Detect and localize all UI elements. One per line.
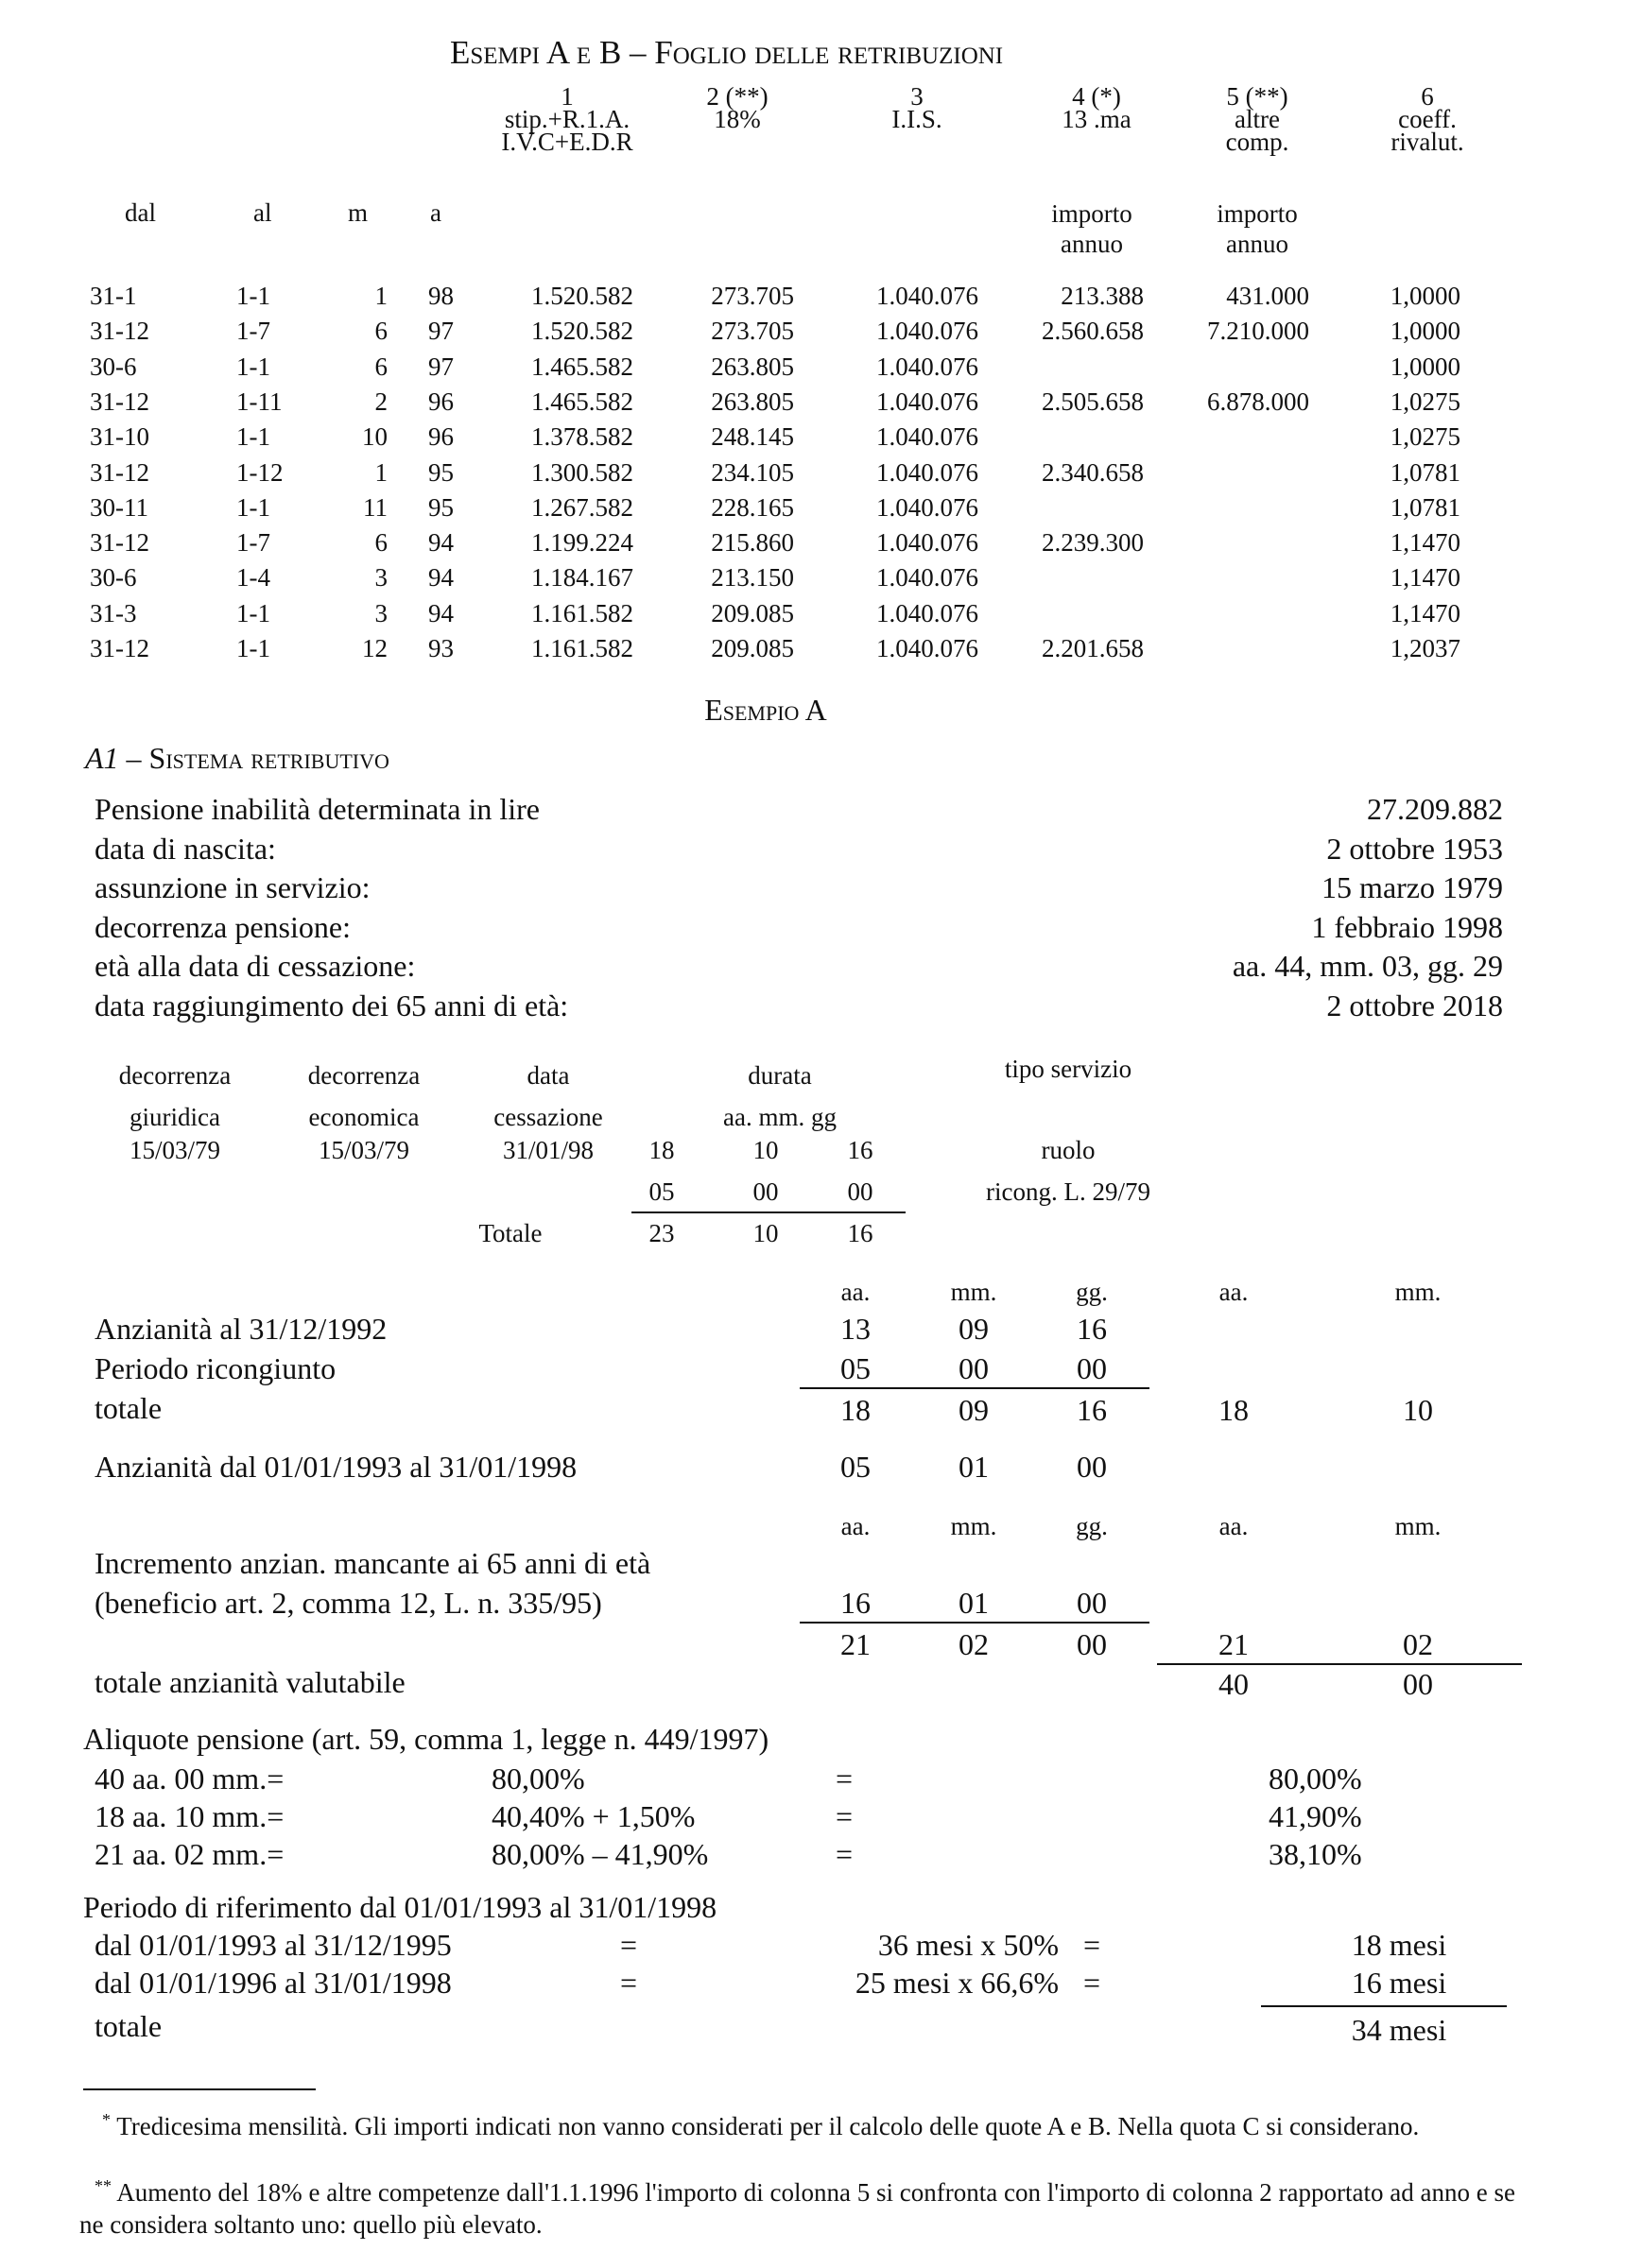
- pay-cell-r2-c8: 2.560.658: [1042, 317, 1144, 346]
- info-value-5: aa. 44, mm. 03, gg. 29: [1232, 949, 1503, 983]
- pay-cell-r11-c3: 12: [362, 634, 388, 662]
- pay-cell-r1-c9: 431.000: [1226, 282, 1309, 310]
- periodo-eq2-1: =: [1083, 1928, 1101, 1962]
- header-a: a: [430, 198, 441, 227]
- unit-mm: mm.: [950, 1278, 997, 1306]
- pay-cell-r9-c5: 1.184.167: [531, 563, 633, 593]
- info-label-3: assunzione in servizio:: [95, 870, 371, 904]
- column-header-1-line: I.V.C+E.D.R: [501, 128, 633, 156]
- unit-mm-2: mm.: [1394, 1278, 1442, 1306]
- column-header-5-line: altre: [1235, 105, 1280, 133]
- info-value-2: 2 ottobre 1953: [1326, 831, 1503, 866]
- incremento-mm: 01: [959, 1586, 989, 1620]
- anzianita-dal93-aa: 05: [840, 1450, 871, 1484]
- pay-cell-r9-c2: 1-4: [236, 563, 270, 593]
- pay-cell-r5-c5: 1.378.582: [531, 422, 633, 452]
- pay-cell-r11-c8: 2.201.658: [1042, 634, 1144, 662]
- pay-cell-r11-c1: 31-12: [90, 634, 149, 662]
- info-label-2: data di nascita:: [95, 831, 276, 866]
- pay-cell-r3-c6: 263.805: [711, 352, 794, 381]
- footnote-2-text: Aumento del 18% e altre competenze dall'1.1.1996 l'importo di colonna 5 si confronta con l'importo di colonna 2 rapportato ad anno e se ne considera soltanto uno: quello più elevato.: [79, 2178, 1515, 2239]
- aliquota-result-3: 38,10%: [1269, 1837, 1362, 1871]
- service-mm: 10: [752, 1136, 779, 1164]
- pay-cell-r2-c2: 1-7: [236, 317, 270, 346]
- pay-cell-r9-c7: 1.040.076: [876, 563, 978, 593]
- sub-header-col5: importo annuo: [1217, 199, 1298, 258]
- service-totale-gg: 16: [847, 1219, 873, 1247]
- pay-cell-r10-c1: 31-3: [90, 598, 137, 627]
- seniority-sum-line-3: [1157, 1663, 1522, 1665]
- pay-cell-r11-c7: 1.040.076: [876, 634, 978, 662]
- periodo-result-1: 18 mesi: [1351, 1928, 1447, 1962]
- pay-cell-r10-c5: 1.161.582: [531, 598, 633, 627]
- pay-cell-r4-c7: 1.040.076: [876, 387, 978, 416]
- aliquota-calc-1: 80,00%: [492, 1761, 585, 1796]
- anzianita-1992-gg: 16: [1077, 1312, 1107, 1346]
- header-durata: durata aa. mm. gg: [723, 1061, 837, 1131]
- service-data-cess: 31/01/98: [502, 1136, 594, 1164]
- seniority-sum-line-1: [800, 1387, 1149, 1389]
- a1-title: – Sistema retributivo: [126, 741, 389, 775]
- pay-cell-r10-c10: 1,1470: [1390, 598, 1460, 627]
- pay-cell-r1-c7: 1.040.076: [876, 282, 978, 310]
- seniority-sum-line-2: [800, 1622, 1149, 1624]
- incremento-label-1: Incremento anzian. mancante ai 65 anni di età: [95, 1546, 651, 1580]
- footnote-1-mark: *: [102, 2110, 111, 2129]
- info-label-5: età alla data di cessazione:: [95, 949, 416, 983]
- sum-aa: 21: [840, 1627, 871, 1661]
- aliquota-eq-3: =: [836, 1837, 854, 1871]
- totale-valutabile-mm: 00: [1403, 1667, 1433, 1701]
- service-aa: 18: [648, 1136, 675, 1164]
- periodo-eq2-2: =: [1083, 1966, 1101, 2000]
- incremento-label-2: (beneficio art. 2, comma 12, L. n. 335/95): [95, 1586, 602, 1620]
- pay-cell-r7-c4: 95: [428, 492, 454, 522]
- aliquota-period-3: 21 aa. 02 mm.=: [95, 1837, 285, 1871]
- pay-cell-r8-c4: 94: [428, 528, 454, 558]
- pay-cell-r11-c6: 209.085: [711, 634, 794, 662]
- service-gg: 16: [847, 1136, 873, 1164]
- footnote-2: [79, 2170, 1516, 2241]
- pay-cell-r2-c4: 97: [428, 317, 454, 346]
- header-dec-econ: decorrenza economica: [307, 1061, 421, 1131]
- pay-cell-r9-c1: 30-6: [90, 563, 137, 593]
- pay-cell-r8-c10: 1,1470: [1390, 528, 1460, 558]
- totale-valutabile-label: totale anzianità valutabile: [95, 1665, 406, 1699]
- header-al: al: [253, 198, 272, 227]
- pay-cell-r7-c1: 30-11: [90, 492, 148, 522]
- pay-cell-r3-c3: 6: [374, 352, 388, 381]
- info-label-6: data raggiungimento dei 65 anni di età:: [95, 988, 569, 1022]
- pay-cell-r1-c10: 1,0000: [1390, 282, 1460, 310]
- service-dec-giur: 15/03/79: [129, 1136, 220, 1164]
- pay-cell-r7-c10: 1,0781: [1390, 492, 1460, 522]
- periodo-eq-2: =: [620, 1966, 638, 2000]
- ricongiunto-aa: 05: [840, 1351, 871, 1385]
- pay-cell-r5-c10: 1,0275: [1390, 422, 1460, 452]
- unit-mm-b: mm.: [950, 1512, 997, 1540]
- unit-aa: aa.: [840, 1278, 871, 1306]
- aliquota-result-1: 80,00%: [1269, 1761, 1362, 1796]
- seniority-totale-gg: 16: [1077, 1393, 1107, 1427]
- anzianita-1992-label: Anzianità al 31/12/1992: [95, 1312, 388, 1346]
- pay-cell-r11-c4: 93: [428, 634, 454, 662]
- pay-cell-r1-c6: 273.705: [711, 282, 794, 310]
- unit-aa-b2: aa.: [1218, 1512, 1249, 1540]
- ricongiunto-gg: 00: [1077, 1351, 1107, 1385]
- pay-sheet-title: Esempi A e B – Foglio delle retribuzioni: [450, 34, 1004, 71]
- column-header-2-line: [643, 130, 832, 153]
- ricongiunto-label: Periodo ricongiunto: [95, 1351, 337, 1385]
- sum-gg: 00: [1077, 1627, 1107, 1661]
- unit-gg: gg.: [1076, 1278, 1108, 1306]
- periodo-title: Periodo di riferimento dal 01/01/1993 al 31/01/1998: [83, 1890, 717, 1924]
- column-header-3-line: [822, 130, 1011, 153]
- periodo-label-2: dal 01/01/1996 al 31/01/1998: [95, 1966, 452, 2000]
- pay-cell-r9-c4: 94: [428, 563, 454, 593]
- periodo-calc-1: 36 mesi x 50%: [877, 1928, 1059, 1962]
- header-m: m: [348, 198, 369, 227]
- info-label-1: Pensione inabilità determinata in lire: [95, 792, 540, 826]
- seniority-totale-label: totale: [95, 1391, 163, 1425]
- service-tipo-ruolo: ruolo: [1041, 1136, 1096, 1164]
- pay-cell-r4-c9: 6.878.000: [1207, 387, 1309, 416]
- header-data-cess: data cessazione: [493, 1061, 603, 1131]
- pay-cell-r8-c3: 6: [374, 528, 388, 558]
- column-header-2-line: 18%: [714, 105, 761, 133]
- pay-cell-r2-c7: 1.040.076: [876, 317, 978, 346]
- pay-cell-r6-c2: 1-12: [236, 457, 284, 487]
- aliquota-calc-2: 40,40% + 1,50%: [492, 1799, 696, 1833]
- pay-cell-r10-c6: 209.085: [711, 598, 794, 627]
- column-header-6-line: 6: [1421, 82, 1434, 111]
- column-header-2-line: 2 (**): [706, 82, 769, 111]
- info-value-6: 2 ottobre 2018: [1326, 988, 1503, 1022]
- pay-cell-r6-c5: 1.300.582: [531, 457, 633, 487]
- pay-cell-r10-c4: 94: [428, 598, 454, 627]
- pay-cell-r7-c3: 11: [363, 492, 388, 522]
- column-header-3-line: I.I.S.: [891, 105, 942, 133]
- pay-cell-r8-c5: 1.199.224: [531, 528, 633, 558]
- periodo-totale-label: totale: [95, 2009, 163, 2043]
- column-header-3-line: 3: [910, 82, 924, 111]
- pay-cell-r4-c4: 96: [428, 387, 454, 416]
- seniority-totale-aa2: 18: [1218, 1393, 1249, 1427]
- service-totale-label: Totale: [478, 1219, 543, 1247]
- service-totale-aa: 23: [648, 1219, 675, 1247]
- anzianita-dal93-mm: 01: [959, 1450, 989, 1484]
- info-value-1: 27.209.882: [1367, 792, 1503, 826]
- pay-cell-r4-c6: 263.805: [711, 387, 794, 416]
- unit-gg-b: gg.: [1076, 1512, 1108, 1540]
- pay-cell-r6-c4: 95: [428, 457, 454, 487]
- column-header-4-line: 13 .ma: [1062, 105, 1131, 133]
- pay-cell-r8-c2: 1-7: [236, 528, 270, 558]
- column-header-6-line: coeff.: [1398, 105, 1457, 133]
- pay-cell-r6-c7: 1.040.076: [876, 457, 978, 487]
- column-header-3: [822, 82, 1011, 153]
- footnote-separator: [83, 2088, 316, 2090]
- pay-cell-r2-c6: 273.705: [711, 317, 794, 346]
- pay-cell-r3-c5: 1.465.582: [531, 352, 633, 381]
- seniority-totale-mm2: 10: [1403, 1393, 1433, 1427]
- pay-cell-r6-c10: 1,0781: [1390, 457, 1460, 487]
- ricongiunto-mm: 00: [959, 1351, 989, 1385]
- pay-cell-r5-c3: 10: [362, 422, 388, 452]
- pay-cell-r4-c5: 1.465.582: [531, 387, 633, 416]
- service-sum-line: [631, 1211, 906, 1213]
- anzianita-dal93-label: Anzianità dal 01/01/1993 al 31/01/1998: [95, 1450, 578, 1484]
- column-header-2: [643, 82, 832, 153]
- pay-cell-r7-c2: 1-1: [236, 492, 270, 522]
- pay-cell-r5-c6: 248.145: [711, 422, 794, 452]
- footnote-1: [79, 2104, 1516, 2142]
- pay-cell-r3-c1: 30-6: [90, 352, 137, 381]
- pay-cell-r11-c2: 1-1: [236, 634, 270, 662]
- pay-cell-r2-c3: 6: [374, 317, 388, 346]
- column-header-5-line: comp.: [1225, 128, 1289, 156]
- esempio-title: Esempio A: [704, 693, 827, 727]
- pay-cell-r1-c5: 1.520.582: [531, 282, 633, 310]
- column-header-1-line: stip.+R.1.A.: [504, 105, 630, 133]
- unit-aa-b: aa.: [840, 1512, 871, 1540]
- footnote-1-text: Tredicesima mensilità. Gli importi indicati non vanno considerati per il calcolo delle quote A e B. Nella quota C si considerano.: [116, 2112, 1420, 2140]
- sub-header-col4: importo annuo: [1051, 199, 1132, 258]
- pay-cell-r2-c1: 31-12: [90, 317, 149, 346]
- pay-cell-r6-c1: 31-12: [90, 457, 149, 487]
- pay-cell-r1-c1: 31-1: [90, 282, 137, 310]
- a1-heading: [85, 741, 389, 776]
- seniority-totale-mm: 09: [959, 1393, 989, 1427]
- pay-cell-r7-c7: 1.040.076: [876, 492, 978, 522]
- pay-cell-r4-c3: 2: [374, 387, 388, 416]
- anzianita-dal93-gg: 00: [1077, 1450, 1107, 1484]
- aliquota-period-1: 40 aa. 00 mm.=: [95, 1761, 285, 1796]
- pay-cell-r11-c5: 1.161.582: [531, 634, 633, 662]
- pay-cell-r9-c10: 1,1470: [1390, 563, 1460, 593]
- pay-cell-r1-c3: 1: [374, 282, 388, 310]
- pay-cell-r4-c10: 1,0275: [1390, 387, 1460, 416]
- periodo-sum-line: [1261, 2005, 1507, 2007]
- pay-cell-r4-c2: 1-11: [236, 387, 283, 416]
- pay-cell-r10-c3: 3: [374, 598, 388, 627]
- pay-cell-r6-c6: 234.105: [711, 457, 794, 487]
- column-header-4-line: 4 (*): [1072, 82, 1121, 111]
- header-dal: dal: [125, 198, 156, 227]
- periodo-totale: 34 mesi: [1351, 2013, 1447, 2047]
- pay-cell-r8-c6: 215.860: [711, 528, 794, 558]
- service2-mm: 00: [752, 1177, 779, 1206]
- periodo-eq-1: =: [620, 1928, 638, 1962]
- pay-cell-r9-c3: 3: [374, 563, 388, 593]
- periodo-label-1: dal 01/01/1993 al 31/12/1995: [95, 1928, 452, 1962]
- service2-gg: 00: [847, 1177, 873, 1206]
- pay-cell-r11-c10: 1,2037: [1390, 634, 1460, 662]
- footnote-2-mark: **: [95, 2176, 112, 2195]
- sum-mm: 02: [959, 1627, 989, 1661]
- pay-cell-r1-c4: 98: [428, 282, 454, 310]
- sum-aa2: 21: [1218, 1627, 1249, 1661]
- pay-cell-r10-c7: 1.040.076: [876, 598, 978, 627]
- pay-cell-r3-c4: 97: [428, 352, 454, 381]
- pay-cell-r4-c8: 2.505.658: [1042, 387, 1144, 416]
- column-header-1-line: 1: [561, 82, 574, 111]
- a1-label: A1: [85, 741, 119, 775]
- totale-valutabile-aa: 40: [1218, 1667, 1249, 1701]
- periodo-calc-2: 25 mesi x 66,6%: [855, 1966, 1059, 2000]
- seniority-totale-aa: 18: [840, 1393, 871, 1427]
- aliquota-period-2: 18 aa. 10 mm.=: [95, 1799, 285, 1833]
- unit-aa-2: aa.: [1218, 1278, 1249, 1306]
- pay-cell-r3-c10: 1,0000: [1390, 352, 1460, 381]
- pay-cell-r4-c1: 31-12: [90, 387, 149, 416]
- aliquota-calc-3: 80,00% – 41,90%: [492, 1837, 709, 1871]
- pay-cell-r5-c2: 1-1: [236, 422, 270, 452]
- pay-cell-r7-c6: 228.165: [711, 492, 794, 522]
- service2-aa: 05: [648, 1177, 675, 1206]
- info-value-4: 1 febbraio 1998: [1311, 909, 1503, 944]
- periodo-result-2: 16 mesi: [1351, 1966, 1447, 2000]
- pay-cell-r5-c7: 1.040.076: [876, 422, 978, 452]
- pay-cell-r8-c7: 1.040.076: [876, 528, 978, 558]
- pay-cell-r6-c3: 1: [374, 457, 388, 487]
- column-header-5: [1163, 82, 1352, 156]
- pay-cell-r1-c2: 1-1: [236, 282, 270, 310]
- pay-cell-r6-c8: 2.340.658: [1042, 457, 1144, 487]
- pay-cell-r5-c4: 96: [428, 422, 454, 452]
- header-dec-giur: decorrenza giuridica: [118, 1061, 232, 1131]
- pay-cell-r3-c2: 1-1: [236, 352, 270, 381]
- service-tipo-ricong: ricong. L. 29/79: [986, 1177, 1150, 1206]
- pay-cell-r2-c5: 1.520.582: [531, 317, 633, 346]
- info-value-3: 15 marzo 1979: [1321, 870, 1503, 904]
- anzianita-1992-aa: 13: [840, 1312, 871, 1346]
- aliquota-eq-1: =: [836, 1761, 854, 1796]
- pay-cell-r10-c2: 1-1: [236, 598, 270, 627]
- header-tipo-servizio: tipo servizio: [1004, 1055, 1132, 1083]
- column-header-1: [473, 82, 662, 156]
- pay-cell-r3-c7: 1.040.076: [876, 352, 978, 381]
- anzianita-1992-mm: 09: [959, 1312, 989, 1346]
- aliquota-result-2: 41,90%: [1269, 1799, 1362, 1833]
- pay-cell-r5-c1: 31-10: [90, 422, 149, 452]
- service-dec-econ: 15/03/79: [318, 1136, 409, 1164]
- incremento-aa: 16: [840, 1586, 871, 1620]
- incremento-gg: 00: [1077, 1586, 1107, 1620]
- pay-cell-r8-c8: 2.239.300: [1042, 528, 1144, 558]
- pay-cell-r2-c10: 1,0000: [1390, 317, 1460, 346]
- aliquota-eq-2: =: [836, 1799, 854, 1833]
- aliquote-title: Aliquote pensione (art. 59, comma 1, legge n. 449/1997): [83, 1722, 769, 1756]
- sum-mm2: 02: [1403, 1627, 1433, 1661]
- pay-cell-r7-c5: 1.267.582: [531, 492, 633, 522]
- column-header-6-line: rivalut.: [1391, 128, 1464, 156]
- pay-cell-r1-c8: 213.388: [1061, 282, 1144, 310]
- pay-cell-r9-c6: 213.150: [711, 563, 794, 593]
- info-label-4: decorrenza pensione:: [95, 909, 351, 944]
- service-totale-mm: 10: [752, 1219, 779, 1247]
- unit-mm-b2: mm.: [1394, 1512, 1442, 1540]
- column-header-5-line: 5 (**): [1226, 82, 1288, 111]
- pay-cell-r8-c1: 31-12: [90, 528, 149, 558]
- column-header-6: [1333, 82, 1522, 156]
- pay-cell-r2-c9: 7.210.000: [1207, 317, 1309, 346]
